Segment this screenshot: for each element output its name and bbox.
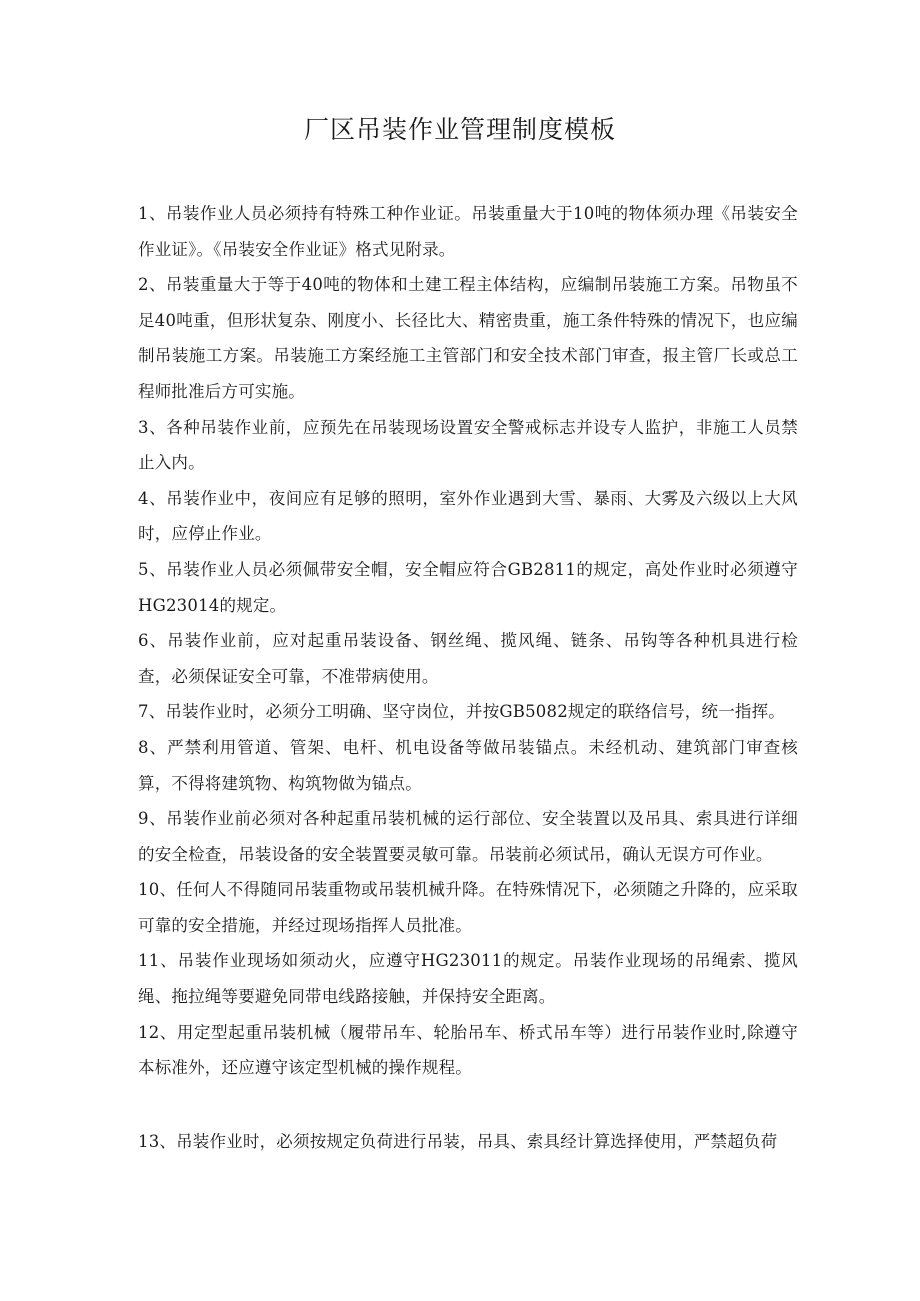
paragraph-12: 12、用定型起重吊装机械（履带吊车、轮胎吊车、桥式吊车等）进行吊装作业时,除遵守本标准外，还应遵守该定型机械的操作规程。: [138, 1022, 798, 1078]
paragraph-1: 1、吊装作业人员必须持有特殊工种作业证。吊装重量大于10吨的物体须办理《吊装安全作业证》。《吊装安全作业证》格式见附录。: [138, 204, 798, 259]
document-body: [138, 196, 798, 1159]
paragraph-4: 4、吊装作业中，夜间应有足够的照明，室外作业遇到大雪、暴雨、大雾及六级以上大风时，应停止作业。: [138, 488, 798, 544]
paragraph-13: 13、吊装作业时，必须按规定负荷进行吊装，吊具、索具经计算选择使用，严禁超负荷: [138, 1131, 778, 1151]
paragraph-10: 10、任何人不得随同吊装重物或吊装机械升降。在特殊情况下，必须随之升降的，应采取可靠的安全措施，并经过现场指挥人员批准。: [138, 880, 798, 935]
paragraph-7: 7、吊装作业时，必须分工明确、坚守岗位，并按GB5082规定的联络信号，统一指挥。: [138, 702, 785, 722]
paragraph-9: 9、吊装作业前必须对各种起重吊装机械的运行部位、安全装置以及吊具、索具进行详细的安全检查，吊装设备的安全装置要灵敏可靠。吊装前必须试吊，确认无误方可作业。: [138, 809, 798, 864]
paragraph-6: 6、吊装作业前，应对起重吊装设备、钢丝绳、揽风绳、链条、吊钩等各种机具进行检查，必须保证安全可靠，不准带病使用。: [138, 631, 798, 686]
paragraph-3: 3、各种吊装作业前，应预先在吊装现场设置安全警戒标志并设专人监护，非施工人员禁止入内。: [138, 417, 798, 473]
document-title: 厂区吊装作业管理制度模板: [303, 115, 616, 144]
paragraph-11: 11、吊装作业现场如须动火，应遵守HG23011的规定。吊装作业现场的吊绳索、揽风绳、拖拉绳等要避免同带电线路接触，并保持安全距离。: [138, 951, 798, 1007]
paragraph-8: 8、严禁利用管道、管架、电杆、机电设备等做吊装锚点。未经机动、建筑部门审查核算，不得将建筑物、构筑物做为锚点。: [138, 737, 798, 793]
paragraph-2: 2、吊装重量大于等于40吨的物体和土建工程主体结构，应编制吊装施工方案。吊物虽不足40吨重，但形状复杂、刚度小、长径比大、精密贵重，施工条件特殊的情况下，也应编制吊装施工方案。吊装施工方案经施工主管部门和安全技术部门审查，报主管厂长或总工程师批准后方可实施。: [138, 275, 798, 401]
paragraph-5: 5、吊装作业人员必须佩带安全帽，安全帽应符合GB2811的规定，高处作业时必须遵守HG23014的规定。: [138, 559, 798, 615]
